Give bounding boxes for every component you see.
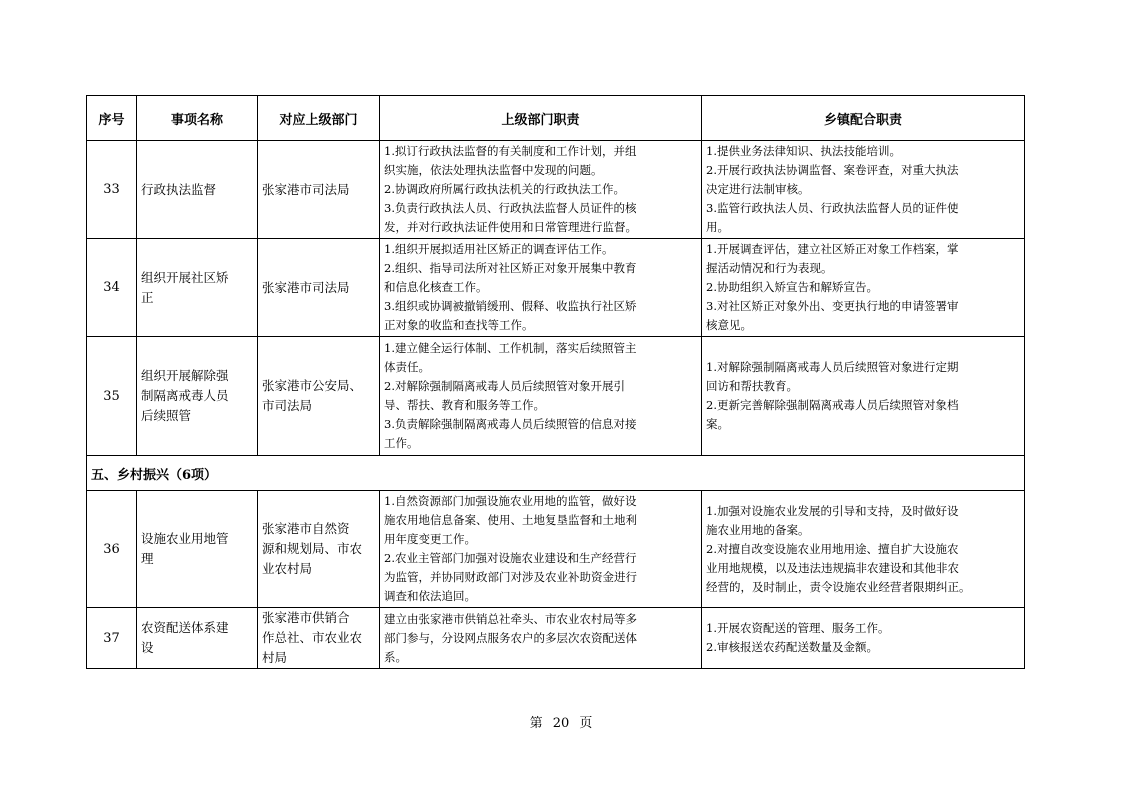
text-line: 和信息化核查工作。 <box>384 280 488 294</box>
text-line: 发，并对行政执法证件使用和日常管理进行监督。 <box>384 220 637 234</box>
text-line: 业用地规模，以及违法违规搞非农建设和其他非农 <box>706 560 959 575</box>
text-line: 2.对解除强制隔离戒毒人员后续照管对象开展引 <box>384 379 625 393</box>
row-serial-no: 37 <box>87 608 137 669</box>
text-line: 2.更新完善解除强制隔离戒毒人员后续照管对象档 <box>706 398 959 412</box>
header-upper-dept: 对应上级部门 <box>258 96 380 141</box>
text-line: 2.农业主管部门加强对设施农业建设和生产经营行 <box>384 551 637 565</box>
row-item-name <box>137 141 258 239</box>
row-town-duties <box>702 141 1025 239</box>
row-town-duties <box>702 337 1025 456</box>
duty-table <box>86 95 1025 669</box>
text-line: 正 <box>141 289 154 305</box>
row-town-duties <box>702 491 1025 608</box>
text-line: 1.开展农资配送的管理、服务工作。 <box>706 621 890 635</box>
text-line: 3.监管行政执法人员、行政执法监督人员的证件使 <box>706 201 959 215</box>
section-row <box>87 456 1025 491</box>
row-upper-dept <box>258 239 380 337</box>
text-line: 1.对解除强制隔离戒毒人员后续照管对象进行定期 <box>706 360 959 374</box>
row-serial-no: 35 <box>87 337 137 456</box>
text-line: 张家港市自然资 <box>262 521 350 536</box>
text-line: 体责任。 <box>384 360 430 374</box>
row-upper-dept <box>258 141 380 239</box>
text-line: 1.组织开展拟适用社区矫正的调查评估工作。 <box>384 242 614 256</box>
table-row <box>87 239 1025 337</box>
text-line: 1.加强对设施农业发展的引导和支持，及时做好设 <box>706 503 959 518</box>
row-serial-no: 33 <box>87 141 137 239</box>
row-upper-dept <box>258 608 380 669</box>
text-line: 3.负责解除强制隔离戒毒人员后续照管的信息对接 <box>384 417 637 431</box>
row-serial-no: 36 <box>87 491 137 608</box>
row-upper-dept <box>258 491 380 608</box>
table-row <box>87 141 1025 239</box>
page-number: 第 20 页 <box>529 716 593 731</box>
text-line: 张家港市公安局、 <box>262 378 363 393</box>
text-line: 1.提供业务法律知识、执法技能培训。 <box>706 144 901 158</box>
text-line: 1.拟订行政执法监督的有关制度和工作计划，并组 <box>384 144 637 158</box>
row-upper-duties <box>380 337 702 456</box>
text-line: 源和规划局、市农 <box>262 541 363 556</box>
text-line: 设 <box>141 640 154 655</box>
table-row <box>87 608 1025 669</box>
text-line: 2.对擅自改变设施农业用地用途、擅自扩大设施农 <box>706 541 959 556</box>
text-line: 回访和帮扶教育。 <box>706 379 798 393</box>
text-line: 调查和依法追回。 <box>384 589 476 603</box>
text-line: 正对象的收监和查找等工作。 <box>384 318 534 332</box>
row-town-duties <box>702 239 1025 337</box>
text-line: 张家港市司法局 <box>262 181 350 197</box>
text-line: 3.对社区矫正对象外出、变更执行地的申请签署审 <box>706 299 959 313</box>
text-line: 3.负责行政执法人员、行政执法监督人员证件的核 <box>384 201 637 215</box>
text-line: 施农业用地的备案。 <box>706 522 810 537</box>
text-line: 市司法局 <box>262 398 313 413</box>
text-line: 1.自然资源部门加强设施农业用地的监管，做好设 <box>384 494 637 508</box>
text-line: 系。 <box>384 649 407 664</box>
text-line: 为监管，并协同财政部门对涉及农业补助资金进行 <box>384 570 637 584</box>
table-row <box>87 491 1025 608</box>
text-line: 组织开展社区矫 <box>141 269 229 285</box>
text-line: 3.组织或协调被撤销缓刑、假释、收监执行社区矫 <box>384 299 637 313</box>
row-upper-duties <box>380 608 702 669</box>
text-line: 制隔离戒毒人员 <box>141 388 229 403</box>
text-line: 张家港市供销合 <box>262 610 350 625</box>
row-upper-duties <box>380 141 702 239</box>
text-line: 案。 <box>706 417 729 431</box>
text-line: 行政执法监督 <box>141 181 217 197</box>
row-upper-duties <box>380 491 702 608</box>
text-line: 作总社、市农业农 <box>262 630 363 645</box>
row-upper-dept <box>258 337 380 456</box>
header-town-duties: 乡镇配合职责 <box>702 96 1025 141</box>
text-line: 村局 <box>262 650 288 665</box>
row-town-duties <box>702 608 1025 669</box>
text-line: 核意见。 <box>706 318 752 332</box>
text-line: 织实施，依法处理执法监督中发现的问题。 <box>384 163 603 177</box>
row-item-name <box>137 239 258 337</box>
text-line: 握活动情况和行为表现。 <box>706 261 833 275</box>
text-line: 2.协调政府所属行政执法机关的行政执法工作。 <box>384 182 625 196</box>
table-row <box>87 337 1025 456</box>
text-line: 理 <box>141 551 154 566</box>
row-item-name <box>137 337 258 456</box>
text-line: 2.组织、指导司法所对社区矫正对象开展集中教育 <box>384 261 637 275</box>
text-line: 农资配送体系建 <box>141 620 229 635</box>
text-line: 后续照管 <box>141 408 192 423</box>
text-line: 2.审核报送农药配送数量及金额。 <box>706 640 878 654</box>
text-line: 决定进行法制审核。 <box>706 182 810 196</box>
text-line: 业农村局 <box>262 561 313 576</box>
text-line: 张家港市司法局 <box>262 279 350 295</box>
header-item-name: 事项名称 <box>137 96 258 141</box>
text-line: 工作。 <box>384 436 419 450</box>
text-line: 设施农业用地管 <box>141 531 229 546</box>
text-line: 组织开展解除强 <box>141 368 229 383</box>
text-line: 建立由张家港市供销总社牵头、市农业农村局等多 <box>384 611 637 626</box>
text-line: 用。 <box>706 220 729 234</box>
text-line: 1.建立健全运行体制、工作机制，落实后续照管主 <box>384 341 637 355</box>
header-upper-duties: 上级部门职责 <box>380 96 702 141</box>
header-serial-no: 序号 <box>87 96 137 141</box>
text-line: 1.开展调查评估，建立社区矫正对象工作档案，掌 <box>706 242 959 256</box>
text-line: 2.协助组织入矫宣告和解矫宣告。 <box>706 280 878 294</box>
text-line: 导、帮扶、教育和服务等工作。 <box>384 398 545 412</box>
text-line: 2.开展行政执法协调监督、案卷评查，对重大执法 <box>706 163 959 177</box>
row-item-name <box>137 608 258 669</box>
table-header-row <box>87 96 1025 141</box>
text-line: 部门参与，分设网点服务农户的多层次农资配送体 <box>384 630 637 645</box>
row-item-name <box>137 491 258 608</box>
text-line: 施农用地信息备案、使用、土地复垦监督和土地利 <box>384 513 637 527</box>
row-serial-no: 34 <box>87 239 137 337</box>
text-line: 经营的，及时制止，责令设施农业经营者限期纠正。 <box>706 579 971 594</box>
row-upper-duties <box>380 239 702 337</box>
text-line: 用年度变更工作。 <box>384 532 476 546</box>
section-title: 五、乡村振兴（6项） <box>87 456 1025 491</box>
